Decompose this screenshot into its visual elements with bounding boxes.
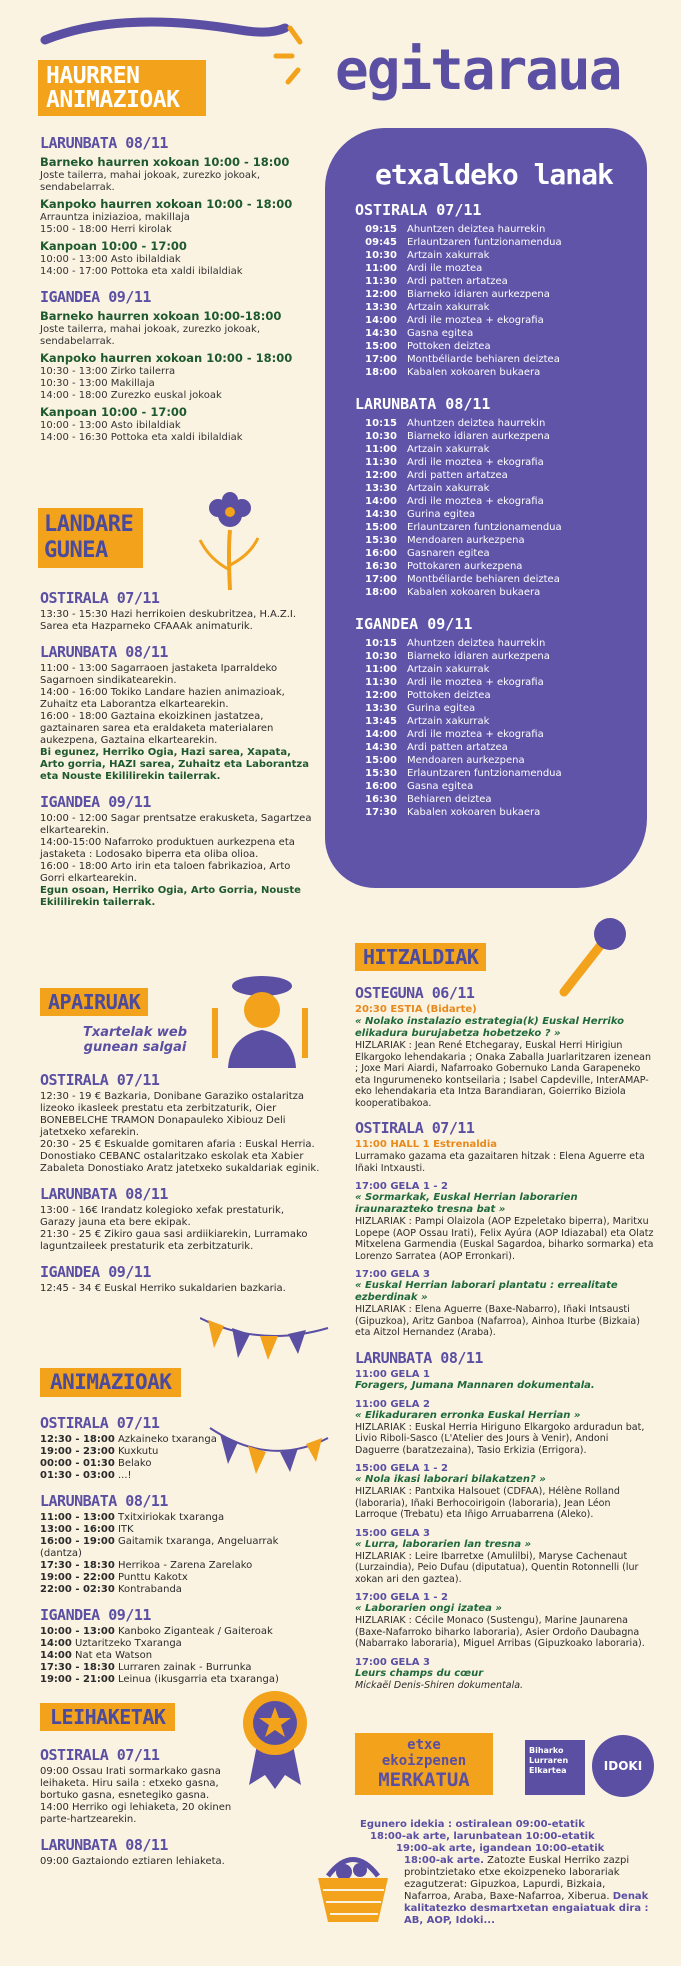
apairuak-section <box>40 1065 320 1295</box>
leihaketak-day1: OSTIRALA 07/11 <box>40 1746 160 1764</box>
hitz-d1-title: « Nolako instalazio estrategia(k) Euskal Herriko elikadura burujabetza hobetzeko ? » <box>355 1016 625 1039</box>
etxaldeko-row <box>355 715 627 728</box>
etxaldeko-row <box>355 754 627 767</box>
animazioak-time: 13:00 - 16:00 <box>40 1524 115 1535</box>
hitz-d2b-text: HIZLARIAK : Pampi Olaizola (AOP Ezpeletako biperra), Maritxu Lopepe (AOP Ossau Irati), Felix Ayúra (AOP Idiazabal) eta Olatz Mitxelena Garmendia (Euskal Sagardoa, biharko sormarka) eta Lorenzo Sarratea (AOP Erronkari). <box>355 1216 654 1262</box>
etxaldeko-row <box>355 443 627 456</box>
etxaldeko-row <box>355 767 627 780</box>
etxaldeko-row <box>355 508 627 521</box>
animazioak-row <box>40 1446 310 1458</box>
hitz-d2c-head: 17:00 GELA 3 <box>355 1269 430 1280</box>
apairuak-day2-text1: 13:00 - 16€ Irandatz kolegioko xefak prestaturik, Garazy jauna eta bere ekipak. <box>40 1205 285 1228</box>
hitzaldiak-banner <box>355 943 486 971</box>
etxaldeko-time: 14:00 <box>365 315 397 326</box>
merkatua-title-2: MERKATUA <box>378 1769 470 1791</box>
etxaldeko-activity: Gasna egitea <box>407 328 474 339</box>
hitz-d2c-text: HIZLARIAK : Elena Aguerre (Baxe-Nabarro), Iñaki Intsausti (Gipuzkoa), Aritz Ganboa (Nafarroa), Ainhoa Iturbe (Bizkaia) eta Aitzol Hernandez (Araba). <box>355 1304 640 1338</box>
animazioak-activity: Kuxkutu <box>117 1446 159 1457</box>
rosette-icon <box>235 1685 315 1790</box>
animazioak-row <box>40 1584 310 1596</box>
animazioak-row <box>40 1524 310 1536</box>
hitz-d3c-text: HIZLARIAK : Pantxika Halsouet (CDFAA), Hélène Rolland (laboraria), Iñaki Berhocoirigoin (laboraria), Jean Léon Larroque (Trebatu) eta Iñigo Arruabarrena (Aleko). <box>355 1486 620 1520</box>
etxaldeko-time: 15:30 <box>365 768 397 779</box>
animazioak-row <box>40 1536 310 1560</box>
etxaldeko-time: 13:30 <box>365 483 397 494</box>
animazioak-time: 16:00 - 19:00 <box>40 1536 115 1547</box>
etxaldeko-row <box>355 521 627 534</box>
etxaldeko-activity: Ardi patten artatzea <box>407 742 508 753</box>
etxaldeko-time: 15:30 <box>365 535 397 546</box>
haurren-title: HAURREN ANIMAZIOAK <box>38 60 206 116</box>
etxaldeko-time: 09:45 <box>365 237 397 248</box>
landare-day2-text2: 14:00 - 16:00 Tokiko Landare hazien animazioak, Zuhaitz eta Laborantza elkartearekin. <box>40 687 285 710</box>
etxaldeko-activity: Ardi ile moztea + ekografia <box>407 729 544 740</box>
etxaldeko-activity: Gasna egitea <box>407 781 474 792</box>
animazioak-time: 19:00 - 21:00 <box>40 1674 115 1685</box>
animazioak-time: 12:30 - 18:00 <box>40 1434 115 1445</box>
etxaldeko-activity: Biarneko idiaren aurkezpena <box>407 431 550 442</box>
animazioak-activity: ITK <box>117 1524 134 1535</box>
biharko-logo-line2: Lurraren <box>529 1756 569 1765</box>
etxaldeko-time: 13:45 <box>365 716 397 727</box>
leihaketak-title: LEIHAKETAK <box>40 1703 175 1731</box>
etxaldeko-activity: Mendoaren aurkezpena <box>407 535 525 546</box>
etxaldeko-time: 11:00 <box>365 444 397 455</box>
etxaldeko-row <box>355 482 627 495</box>
etxaldeko-activity: Ardi ile moztea + ekografia <box>407 315 544 326</box>
idoki-logo: IDOKI <box>592 1735 654 1797</box>
etxaldeko-activity: Gurina egitea <box>407 509 476 520</box>
etxaldeko-time: 11:00 <box>365 263 397 274</box>
etxaldeko-row <box>355 366 627 379</box>
haurren-block-line: 14:00 - 17:00 Pottoka eta xaldi ibilaldiak <box>40 266 243 277</box>
animazioak-row <box>40 1662 310 1674</box>
etxaldeko-row <box>355 741 627 754</box>
hitz-d3c-title: « Nola ikasi laborari bilakatzen? » <box>355 1474 546 1485</box>
apairuak-day1-text2: 20:30 - 25 € Eskualde gomitaren afaria : Euskal Herria. Donostiako CEBANC ostalaritzako eskolak eta Xabier Zabaleta Donostiako Aratz jatetxeko sukaldariak eginik. <box>40 1139 320 1174</box>
etxaldeko-row <box>355 223 627 236</box>
hitz-d2-head: 11:00 HALL 1 Estrenaldia <box>355 1139 497 1150</box>
chef-icon <box>200 968 320 1068</box>
haurren-block-line: 10:30 - 13:00 Zirko tailerra <box>40 366 176 377</box>
animazioak-row <box>40 1470 310 1482</box>
animazioak-activity: Azkaineko txaranga <box>117 1434 217 1445</box>
merkatua-hours-4: 18:00-ak arte. <box>404 1855 484 1866</box>
etxaldeko-activity: Gurina egitea <box>407 703 476 714</box>
etxaldeko-row <box>355 547 627 560</box>
haurren-day-heading: LARUNBATA 08/11 <box>40 134 168 152</box>
etxaldeko-time: 18:00 <box>365 587 397 598</box>
landare-day2: LARUNBATA 08/11 <box>40 643 168 661</box>
hitzaldiak-title: HITZALDIAK <box>355 943 486 971</box>
etxaldeko-row <box>355 560 627 573</box>
etxaldeko-time: 09:15 <box>365 224 397 235</box>
animazioak-time: 19:00 - 22:00 <box>40 1572 115 1583</box>
animazioak-row <box>40 1458 310 1470</box>
haurren-block-title: Kanpoko haurren xokoan 10:00 - 18:00 <box>40 197 293 211</box>
etxaldeko-row <box>355 663 627 676</box>
hitz-d3d-title: « Lurra, laborarien lan tresna » <box>355 1538 532 1550</box>
animazioak-time: 11:00 - 13:00 <box>40 1512 115 1523</box>
etxaldeko-time: 14:30 <box>365 742 397 753</box>
etxaldeko-activity: Kabalen xokoaren bukaera <box>407 367 541 378</box>
etxaldeko-time: 17:00 <box>365 574 397 585</box>
etxaldeko-activity: Artzain xakurrak <box>407 250 490 261</box>
apairuak-subtitle: Txartelak web gunean salgai <box>83 1025 187 1055</box>
hitz-d3e-text: HIZLARIAK : Cécile Monaco (Sustengu), Marine Jaunarena (Baxe-Nafarroko biharko laboraria), Asier Ordoño Daubagna (Nabarrako laboraria), Miguel Arribas (Gipuzkoako laboraria). <box>355 1615 645 1649</box>
sun-rays-icon <box>270 20 330 90</box>
hitz-d3d-head: 15:00 GELA 3 <box>355 1527 430 1539</box>
haurren-block-line: Joste tailerra, mahai jokoak, zurezko jokoak, sendabelarrak. <box>40 324 260 347</box>
hitz-d3a-title: Foragers, Jumana Mannaren dokumentala. <box>355 1379 595 1391</box>
etxaldeko-row <box>355 728 627 741</box>
etxaldeko-time: 12:00 <box>365 470 397 481</box>
etxaldeko-time: 17:30 <box>365 807 397 818</box>
etxaldeko-activity: Ardi patten artatzea <box>407 276 508 287</box>
animazioak-row <box>40 1434 310 1446</box>
etxaldeko-row <box>355 689 627 702</box>
biharko-logo-line1: Biharko <box>529 1746 564 1755</box>
etxaldeko-day-heading: IGANDEA 09/11 <box>355 615 473 633</box>
hitz-d3e-head: 17:00 GELA 1 - 2 <box>355 1592 448 1603</box>
etxaldeko-activity: Kabalen xokoaren bukaera <box>407 807 541 818</box>
hitz-d2: OSTIRALA 07/11 <box>355 1119 475 1137</box>
etxaldeko-time: 15:00 <box>365 341 397 352</box>
etxaldeko-row <box>355 327 627 340</box>
haurren-block-line: 10:00 - 13:00 Asto ibilaldiak <box>40 254 181 265</box>
animazioak-activity: Kanboko Ziganteak / Gaiteroak <box>117 1626 273 1637</box>
hitz-d2b-title: « Sormarkak, Euskal Herrian laborarien iraunarazteko tresna bat » <box>355 1192 578 1215</box>
etxaldeko-row <box>355 469 627 482</box>
animazioak-activity: Lurraren zainak - Burrunka <box>117 1662 252 1673</box>
animazioak-time: 19:00 - 23:00 <box>40 1446 115 1457</box>
etxaldeko-day-heading: OSTIRALA 07/11 <box>355 201 482 219</box>
apairuak-day2-text2: 21:30 - 25 € Zikiro gaua sasi ardiikiarekin, Lurramako laguntzaileek prestaturik eta zerbitzaturik. <box>40 1229 308 1252</box>
haurren-block-line: 15:00 - 18:00 Herri kirolak <box>40 224 172 235</box>
etxaldeko-row <box>355 456 627 469</box>
hitz-d3f-head: 17:00 GELA 3 <box>355 1656 430 1668</box>
merkatua-banner <box>355 1733 493 1795</box>
apairuak-day2: LARUNBATA 08/11 <box>40 1185 168 1203</box>
etxaldeko-time: 11:30 <box>365 457 397 468</box>
etxaldeko-row <box>355 249 627 262</box>
etxaldeko-row <box>355 586 627 599</box>
etxaldeko-row <box>355 806 627 819</box>
leihaketak-section <box>40 1740 240 1868</box>
etxaldeko-time: 14:00 <box>365 496 397 507</box>
merkatua-hours-1: Egunero idekia : ostiralean 09:00-etatik <box>360 1819 585 1830</box>
etxaldeko-time: 10:30 <box>365 250 397 261</box>
animazioak-time: 17:30 - 18:30 <box>40 1560 115 1571</box>
etxaldeko-activity: Artzain xakurrak <box>407 302 490 313</box>
etxaldeko-time: 13:30 <box>365 703 397 714</box>
etxaldeko-activity: Kabalen xokoaren bukaera <box>407 587 541 598</box>
animazioak-time: 10:00 - 13:00 <box>40 1626 115 1637</box>
animazioak-time: 00:00 - 01:30 <box>40 1458 115 1469</box>
animazioak-activity: Leinua (ikusgarria eta txaranga) <box>117 1674 279 1685</box>
etxaldeko-time: 16:30 <box>365 794 397 805</box>
landare-section <box>40 583 315 909</box>
etxaldeko-row <box>355 573 627 586</box>
etxaldeko-time: 11:30 <box>365 276 397 287</box>
hitz-d3f-text: Mickaël Denis-Shiren dokumentala. <box>355 1679 524 1691</box>
haurren-block-line: 10:30 - 13:00 Makillaja <box>40 378 155 389</box>
hitz-d1-head: 20:30 ESTIA (Bidarte) <box>355 1004 477 1015</box>
etxaldeko-time: 16:00 <box>365 781 397 792</box>
etxaldeko-activity: Pottoken deiztea <box>407 690 491 701</box>
etxaldeko-row <box>355 340 627 353</box>
merkatua-title-1: etxe ekoizpenen <box>381 1737 467 1769</box>
etxaldeko-activity: Ardi ile moztea + ekografia <box>407 496 544 507</box>
landare-day3-text1: 10:00 - 12:00 Sagar prentsatze erakusketa, Sagartzea elkartearekin. <box>40 813 312 836</box>
etxaldeko-activity: Artzain xakurrak <box>407 483 490 494</box>
haurren-banner <box>38 60 206 116</box>
hitz-d2c-title: « Euskal Herrian laborari plantatu : errealitate ezberdinak » <box>355 1280 618 1303</box>
animazioak-time: 17:30 - 18:30 <box>40 1662 115 1673</box>
etxaldeko-activity: Ardi ile moztea <box>407 263 483 274</box>
animazioak-row <box>40 1572 310 1584</box>
etxaldeko-time: 12:00 <box>365 289 397 300</box>
hitz-d3e-title: « Laborarien ongi izatea » <box>355 1603 502 1614</box>
etxaldeko-activity: Biarneko idiaren aurkezpena <box>407 651 550 662</box>
animazioak-activity: ...! <box>117 1470 132 1481</box>
etxaldeko-activity: Mendoaren aurkezpena <box>407 755 525 766</box>
etxaldeko-activity: Ardi ile moztea + ekografia <box>407 677 544 688</box>
etxaldeko-activity: Montbéliarde behiaren deiztea <box>407 574 560 585</box>
etxaldeko-row <box>355 288 627 301</box>
etxaldeko-time: 10:30 <box>365 651 397 662</box>
etxaldeko-time: 15:00 <box>365 755 397 766</box>
etxaldeko-activity: Ardi ile moztea + ekografia <box>407 457 544 468</box>
hitz-d2-text: Lurramako gazama eta gazaitaren hitzak : Elena Aguerre eta Iñaki Intxausti. <box>355 1151 645 1174</box>
etxaldeko-activity: Artzain xakurrak <box>407 716 490 727</box>
animazioak-activity: Belako <box>117 1458 152 1469</box>
etxaldeko-row <box>355 650 627 663</box>
etxaldeko-day-heading: LARUNBATA 08/11 <box>355 395 491 413</box>
etxaldeko-time: 15:00 <box>365 522 397 533</box>
etxaldeko-row <box>355 417 627 430</box>
etxaldeko-row <box>355 353 627 366</box>
etxaldeko-activity: Gasnaren egitea <box>407 548 490 559</box>
leihaketak-day2: LARUNBATA 08/11 <box>40 1836 168 1854</box>
etxaldeko-time: 10:15 <box>365 418 397 429</box>
hitz-d2b-head: 17:00 GELA 1 - 2 <box>355 1181 448 1192</box>
animazioak-activity: Punttu Kakotx <box>117 1572 188 1583</box>
etxaldeko-activity: Artzain xakurrak <box>407 664 490 675</box>
animazioak-activity: Nat eta Watson <box>75 1650 153 1661</box>
haurren-block-title: Kanpoan 10:00 - 17:00 <box>40 405 187 419</box>
merkatua-hours-3: 19:00-ak arte, igandean 10:00-etatik <box>396 1843 605 1854</box>
animazioak-day-heading: LARUNBATA 08/11 <box>40 1492 168 1510</box>
animazioak-row <box>40 1650 310 1662</box>
etxaldeko-activity: Biarneko idiaren aurkezpena <box>407 289 550 300</box>
etxaldeko-time: 14:00 <box>365 729 397 740</box>
landare-day3-text4: Egun osoan, Herriko Ogia, Arto Gorria, Nouste Ekililirekin tailerrak. <box>40 885 301 908</box>
etxaldeko-time: 14:30 <box>365 509 397 520</box>
haurren-block-title: Barneko haurren xokoan 10:00-18:00 <box>40 309 282 323</box>
merkatua-text-bold: Denak kalitatezko desmartxetan engaiatuak dira : AB, AOP, Idoki... <box>404 1891 649 1926</box>
animazioak-activity: Gaitamik txaranga, Angeluarrak (dantza) <box>40 1536 279 1559</box>
hitz-d1: OSTEGUNA 06/11 <box>355 984 475 1002</box>
landare-day1: OSTIRALA 07/11 <box>40 589 160 607</box>
landare-day2-text4: Bi egunez, Herriko Ogia, Hazi sarea, Xapata, Arto gorria, HAZI sarea, Zuhaitz eta Laborantza eta Nouste Ekililirekin tailerrak. <box>40 747 309 782</box>
animazioak-day-heading: OSTIRALA 07/11 <box>40 1414 160 1432</box>
animazioak-time: 14:00 <box>40 1638 72 1649</box>
apairuak-day3-text: 12:45 - 34 € Euskal Herriko sukaldarien bazkaria. <box>40 1283 286 1294</box>
apairuak-day1: OSTIRALA 07/11 <box>40 1071 160 1089</box>
haurren-section <box>40 128 315 444</box>
etxaldeko-row <box>355 275 627 288</box>
animazioak-banner <box>40 1368 181 1397</box>
hitz-d3: LARUNBATA 08/11 <box>355 1348 483 1367</box>
leihaketak-banner <box>40 1703 175 1731</box>
animazioak-row <box>40 1560 310 1572</box>
etxaldeko-time: 18:00 <box>365 367 397 378</box>
haurren-block-title: Kanpoan 10:00 - 17:00 <box>40 239 187 253</box>
landare-title: LANDARE GUNEA <box>38 508 143 568</box>
merkatua-text: Zatozte Euskal Herriko zazpi probintzietako etxe ekoizpeneko laborariak ezagutzerat: Gipuzkoa, Lapurdi, Bizkaia, Nafarroa, Araba, Baxe-Nafarroa, Xiberua. <box>404 1855 630 1902</box>
hitz-d3a-head: 11:00 GELA 1 <box>355 1368 430 1380</box>
etxaldeko-row <box>355 676 627 689</box>
animazioak-row <box>40 1638 310 1650</box>
animazioak-time: 01:30 - 03:00 <box>40 1470 115 1481</box>
hitzaldiak-section <box>355 978 655 1691</box>
etxaldeko-time: 14:30 <box>365 328 397 339</box>
etxaldeko-row <box>355 495 627 508</box>
hitz-d3b-head: 11:00 GELA 2 <box>355 1398 430 1410</box>
haurren-block-line: Joste tailerra, mahai jokoak, zurezko jokoak, sendabelarrak. <box>40 170 260 193</box>
etxaldeko-blob <box>325 128 647 888</box>
etxaldeko-row <box>355 793 627 806</box>
etxaldeko-time: 10:30 <box>365 431 397 442</box>
landare-day3-text2: 14:00-15:00 Nafarroko produktuen aurkezpena eta jastaketa : Lodosako biperra eta oliba olioa. <box>40 837 295 860</box>
leihaketak-day2-text: 09:00 Gaztaiondo eztiaren lehiaketa. <box>40 1856 225 1867</box>
animazioak-row <box>40 1512 310 1524</box>
etxaldeko-row <box>355 236 627 249</box>
haurren-block-title: Kanpoko haurren xokoan 10:00 - 18:00 <box>40 351 293 365</box>
etxaldeko-activity: Erlauntzaren funtzionamendua <box>407 237 562 248</box>
hitz-d3f-title: Leurs champs du cœur <box>355 1667 484 1679</box>
etxaldeko-time: 16:30 <box>365 561 397 572</box>
biharko-logo-line3: Elkartea <box>529 1766 567 1775</box>
etxaldeko-time: 11:30 <box>365 677 397 688</box>
hitz-d1-text: HIZLARIAK : Jean René Etchegaray, Euskal Herri Hirigiun Elkargoko lehendakaria ; Onaka Zaballa Juarlaritzaren izenean ; Joxe Mari Aiardi, Nafarroako Gobernuko Landa Garapeneko eta Ingurumeneko kontseilaria ; Isabel Capdeville, InterAMAP-eko lehendakaria eta Intza Barandiaran, Goierriko Biziola kooperatibakoa. <box>355 1040 652 1109</box>
etxaldeko-row <box>355 780 627 793</box>
apairuak-title: APAIRUAK <box>40 988 148 1016</box>
etxaldeko-row <box>355 430 627 443</box>
swoosh-decoration <box>40 10 290 60</box>
animazioak-row <box>40 1626 310 1638</box>
haurren-block-line: 14:00 - 16:30 Pottoka eta xaldi ibilaldiak <box>40 432 243 443</box>
haurren-block-line: Arrauntza iniziazioa, makillaja <box>40 212 190 223</box>
etxaldeko-time: 10:15 <box>365 638 397 649</box>
etxaldeko-activity: Ahuntzen deiztea haurrekin <box>407 418 546 429</box>
animazioak-activity: Herrikoa - Zarena Zarelako <box>117 1560 253 1571</box>
etxaldeko-activity: Montbéliarde behiaren deiztea <box>407 354 560 365</box>
animazioak-activity: Txitxiriokak txaranga <box>117 1512 225 1523</box>
animazioak-activity: Uztaritzeko Txaranga <box>75 1638 182 1649</box>
haurren-block-line: 14:00 - 18:00 Zurezko euskal jokoak <box>40 390 222 401</box>
etxaldeko-row <box>355 301 627 314</box>
etxaldeko-row <box>355 637 627 650</box>
leihaketak-day1-text1: 09:00 Ossau Irati sormarkako gasna leihaketa. Hiru saila : etxeko gasna, bortuko gasna, esnetegiko gasna. <box>40 1766 221 1801</box>
landare-day2-text1: 11:00 - 13:00 Sagarraoen jastaketa Iparraldeko Sagarnoen sindikatearekin. <box>40 663 278 686</box>
hitz-d3b-title: « Elikaduraren erronka Euskal Herrian » <box>355 1409 581 1421</box>
leihaketak-day1-text2: 14:00 Herriko ogi lehiaketa, 20 okinen parte-hartzearekin. <box>40 1802 232 1825</box>
animazioak-time: 14:00 <box>40 1650 72 1661</box>
landare-day1-text: 13:30 - 15:30 Hazi herrikoien deskubritzea, H.A.Z.I. Sarea eta Hazparneko CFAAAk animaturik. <box>40 609 297 632</box>
etxaldeko-row <box>355 262 627 275</box>
landare-day3-text3: 16:00 - 18:00 Arto irin eta taloen fabrikazioa, Arto Gorri elkartearekin. <box>40 861 291 884</box>
apairuak-day3: IGANDEA 09/11 <box>40 1263 151 1281</box>
haurren-day-heading: IGANDEA 09/11 <box>40 288 151 306</box>
haurren-block-line: 10:00 - 13:00 Asto ibilaldiak <box>40 420 181 431</box>
animazioak-activity: Kontrabanda <box>117 1584 182 1595</box>
etxaldeko-activity: Ardi patten artatzea <box>407 470 508 481</box>
etxaldeko-activity: Ahuntzen deiztea haurrekin <box>407 224 546 235</box>
animazioak-title: ANIMAZIOAK <box>40 1368 181 1397</box>
etxaldeko-activity: Erlauntzaren funtzionamendua <box>407 522 562 533</box>
etxaldeko-activity: Erlauntzaren funtzionamendua <box>407 768 562 779</box>
etxaldeko-title: etxaldeko lanak <box>375 158 613 191</box>
merkatua-hours-2: 18:00-ak arte, larunbatean 10:00-etatik <box>370 1831 595 1842</box>
landare-banner <box>38 508 148 568</box>
landare-day3: IGANDEA 09/11 <box>40 793 151 811</box>
etxaldeko-time: 11:00 <box>365 664 397 675</box>
animazioak-section <box>40 1408 310 1686</box>
hitz-d3d-text: HIZLARIAK : Leire Ibarretxe (Amulilbi), Maryse Cachenaut (Lurzaindia), Peio Dufau (diputatua), Quentin Rotonnelli (lur xokan ari den gaztea). <box>355 1550 639 1585</box>
etxaldeko-time: 16:00 <box>365 548 397 559</box>
biharko-logo <box>525 1740 585 1795</box>
etxaldeko-row <box>355 534 627 547</box>
page-title: egitaraua <box>335 38 621 103</box>
merkatua-section <box>360 1819 650 1927</box>
etxaldeko-activity: Pottokaren aurkezpena <box>407 561 523 572</box>
apairuak-banner <box>40 988 148 1016</box>
hitz-d3b-text: HIZLARIAK : Euskal Herria Hiriguno Elkargoko arduradun bat, Livio Riboli-Sasco (L'Atelier des Jours à Venir), Andoni Daguerre (baratzezaina), Tasio Erkizia (Errigora). <box>355 1421 645 1456</box>
etxaldeko-time: 17:00 <box>365 354 397 365</box>
etxaldeko-time: 12:00 <box>365 690 397 701</box>
landare-day2-text3: 16:00 - 18:00 Gaztaina ekoizkinen jastatzea, gaztainaren sarea eta eraldaketa materialaren aukezpena, Gaztaina elkartearekin. <box>40 711 274 746</box>
hitz-d3c-head: 15:00 GELA 1 - 2 <box>355 1463 448 1474</box>
apairuak-day1-text1: 12:30 - 19 € Bazkaria, Donibane Garaziko ostalaritza lizeoko ikasleek prestatu eta zerbitzaturik, Oier BONEBELCHE TRAMON Donapauleko Xibiouz Deli jatetxeko xefarekin. <box>40 1091 305 1138</box>
etxaldeko-row <box>355 314 627 327</box>
haurren-block-title: Barneko haurren xokoan 10:00 - 18:00 <box>40 155 290 169</box>
etxaldeko-activity: Ahuntzen deiztea haurrekin <box>407 638 546 649</box>
animazioak-day-heading: IGANDEA 09/11 <box>40 1606 151 1624</box>
etxaldeko-activity: Artzain xakurrak <box>407 444 490 455</box>
etxaldeko-row <box>355 702 627 715</box>
etxaldeko-activity: Behiaren deiztea <box>407 794 492 805</box>
animazioak-time: 22:00 - 02:30 <box>40 1584 115 1595</box>
etxaldeko-time: 13:30 <box>365 302 397 313</box>
etxaldeko-activity: Pottoken deiztea <box>407 341 491 352</box>
